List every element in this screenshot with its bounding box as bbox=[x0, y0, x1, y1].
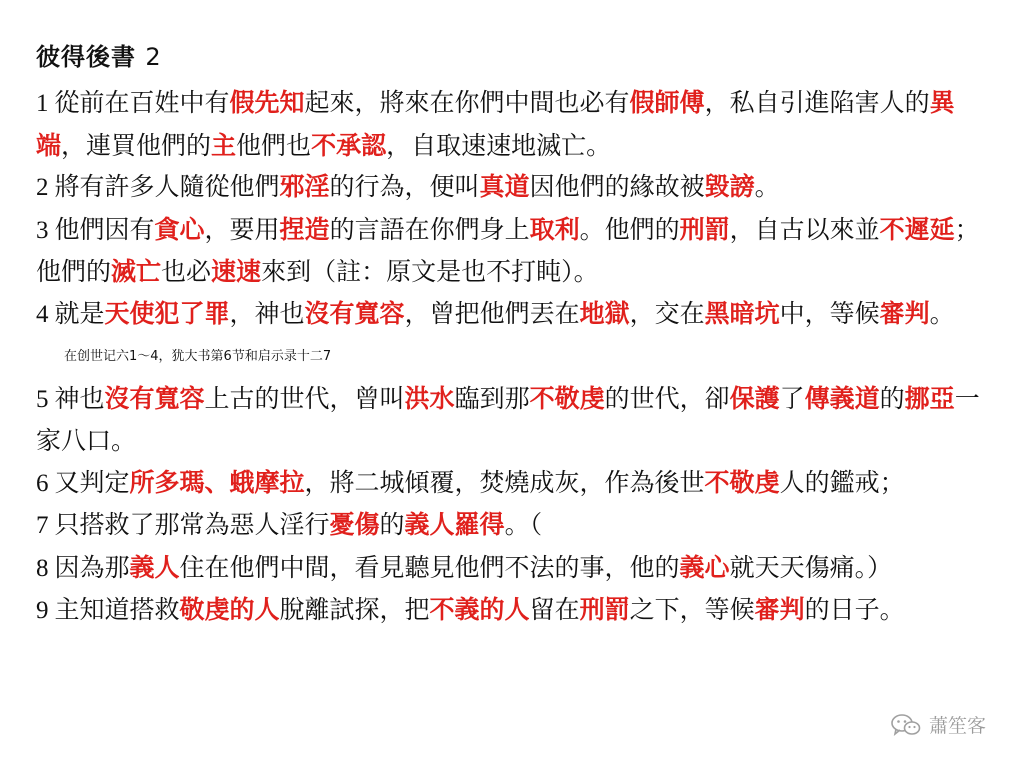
highlighted-term: 洪水 bbox=[404, 383, 455, 413]
highlighted-term: 保護 bbox=[729, 383, 780, 413]
verse-text: ，要用 bbox=[204, 214, 280, 244]
verse-text: ，自古以來並 bbox=[729, 214, 880, 244]
highlighted-term: 捏造 bbox=[279, 214, 330, 244]
verse-text: ，將二城傾覆，焚燒成灰，作為後世 bbox=[304, 467, 705, 497]
verse-3 bbox=[36, 209, 980, 293]
highlighted-term: 義人 bbox=[129, 552, 180, 582]
verse-number: 9 bbox=[36, 597, 49, 625]
highlighted-term: 審判 bbox=[754, 595, 805, 625]
verse-text: 留在 bbox=[529, 595, 580, 625]
verse-text: ，連買他們的 bbox=[61, 130, 212, 160]
verse-text: 起來，將來在你們中間也必有 bbox=[304, 88, 630, 117]
verse-text: 就天天傷痛。） bbox=[729, 552, 893, 582]
highlighted-term: 審判 bbox=[879, 298, 930, 328]
watermark-text: 蕭笙客 bbox=[928, 715, 986, 737]
verse-text: 臨到那 bbox=[454, 383, 530, 413]
highlighted-term: 義心 bbox=[679, 552, 730, 582]
verse-text: 脫離試探，把 bbox=[279, 595, 430, 625]
highlighted-term: 沒有寬容 bbox=[304, 298, 405, 328]
highlighted-term: 天使犯了罪 bbox=[104, 298, 230, 328]
verse-text: 來到（註：原文是也不打盹）。 bbox=[261, 257, 599, 286]
highlighted-term: 真道 bbox=[479, 172, 530, 201]
verse-text: 又判定 bbox=[54, 467, 130, 497]
verse-number: 3 bbox=[36, 216, 49, 244]
highlighted-term: 刑罰 bbox=[579, 595, 630, 625]
highlighted-term: 取利 bbox=[529, 214, 580, 244]
verse-text: 之下，等候 bbox=[629, 595, 755, 625]
highlighted-term: 速速 bbox=[211, 257, 262, 286]
verse-text: 了 bbox=[779, 383, 805, 413]
highlighted-term: 主 bbox=[211, 130, 237, 160]
verse-number: 2 bbox=[36, 174, 49, 201]
highlighted-term: 義人羅得 bbox=[404, 510, 505, 540]
title-text: 彼得後書 bbox=[36, 43, 136, 71]
verse-number: 7 bbox=[36, 512, 49, 540]
verse-2 bbox=[36, 166, 980, 209]
cross-reference-note: 在创世记六1～4，犹大书第6节和启示录十二7 bbox=[64, 349, 332, 365]
verse-text: 中，等候 bbox=[779, 298, 880, 328]
highlighted-term: 毀謗 bbox=[704, 172, 755, 201]
verse-text: 只搭救了那常為惡人淫行 bbox=[54, 510, 330, 540]
verse-text: 的 bbox=[379, 510, 405, 540]
highlighted-term: 不承認 bbox=[311, 130, 387, 160]
verse-text: ；他們的 bbox=[36, 214, 980, 286]
highlighted-term: 所多瑪、蛾摩拉 bbox=[129, 467, 305, 497]
verse-number: 8 bbox=[36, 554, 49, 582]
highlighted-term: 黑暗坑 bbox=[704, 298, 780, 328]
verse-text: 人的鑑戒； bbox=[779, 467, 905, 497]
highlighted-term: 地獄 bbox=[579, 298, 630, 328]
verse-7 bbox=[36, 504, 980, 547]
highlighted-term: 異端 bbox=[36, 88, 955, 160]
highlighted-term: 滅亡 bbox=[111, 257, 162, 286]
verse-text: 。（ bbox=[504, 510, 543, 540]
verse-text: 。他們的 bbox=[579, 214, 680, 244]
highlighted-term: 不義的人 bbox=[429, 595, 530, 625]
verse-text: 他們因有 bbox=[54, 214, 155, 244]
verse-8 bbox=[36, 547, 980, 590]
verse-text: 的行為，便叫 bbox=[329, 172, 480, 201]
highlighted-term: 不敬虔 bbox=[704, 467, 780, 497]
verse-text: 的日子。 bbox=[804, 595, 905, 625]
verse-text: 神也 bbox=[54, 383, 105, 413]
verse-text: 住在他們中間，看見聽見他們不法的事，他的 bbox=[179, 552, 680, 582]
verse-text: 他們也 bbox=[236, 130, 312, 160]
verse-text: ，神也 bbox=[229, 298, 305, 328]
verse-text: ，交在 bbox=[629, 298, 705, 328]
verse-5 bbox=[36, 378, 980, 462]
page-title bbox=[36, 36, 980, 78]
verse-1 bbox=[36, 82, 980, 166]
verse-text: 一家八口。 bbox=[36, 383, 980, 456]
verse-text: 也必 bbox=[161, 257, 212, 286]
verse-number: 4 bbox=[36, 300, 49, 328]
verse-text: 主知道搭救 bbox=[54, 595, 180, 625]
highlighted-term: 貪心 bbox=[154, 214, 205, 244]
verse-6 bbox=[36, 462, 980, 505]
verse-list bbox=[36, 82, 980, 632]
verse-number: 1 bbox=[36, 90, 49, 117]
highlighted-term: 傳義道 bbox=[804, 383, 880, 413]
verse-text: 的世代，卻 bbox=[604, 383, 730, 413]
verse-text: 因為那 bbox=[54, 552, 130, 582]
verse-text: 上古的世代，曾叫 bbox=[204, 383, 405, 413]
verse-9 bbox=[36, 589, 980, 632]
verse-text: 的言語在你們身上 bbox=[329, 214, 530, 244]
verse-number: 5 bbox=[36, 385, 49, 413]
verse-text: ，自取速速地滅亡。 bbox=[386, 130, 612, 160]
verse-text: 的 bbox=[879, 383, 905, 413]
highlighted-term: 不遲延 bbox=[879, 214, 955, 244]
highlighted-term: 假師傅 bbox=[629, 88, 705, 117]
verse-4 bbox=[36, 293, 980, 378]
verse-text: ，私自引進陷害人的 bbox=[704, 88, 930, 117]
verse-number: 6 bbox=[36, 469, 49, 497]
highlighted-term: 挪亞 bbox=[904, 383, 955, 413]
verse-text: 。 bbox=[754, 172, 780, 201]
verse-text: ，曾把他們丟在 bbox=[404, 298, 580, 328]
highlighted-term: 刑罰 bbox=[679, 214, 730, 244]
highlighted-term: 邪淫 bbox=[279, 172, 330, 201]
highlighted-term: 沒有寬容 bbox=[104, 383, 205, 413]
verse-text: 將有許多人隨從他們 bbox=[54, 172, 280, 201]
highlighted-term: 不敬虔 bbox=[529, 383, 605, 413]
highlighted-term: 憂傷 bbox=[329, 510, 380, 540]
verse-text: 。 bbox=[929, 298, 955, 328]
highlighted-term: 敬虔的人 bbox=[179, 595, 280, 625]
title-number: 2 bbox=[145, 43, 162, 71]
highlighted-term: 假先知 bbox=[229, 88, 305, 117]
wechat-icon bbox=[891, 713, 921, 737]
verse-text: 從前在百姓中有 bbox=[54, 88, 230, 117]
verse-text: 就是 bbox=[54, 298, 105, 328]
verse-text: 因他們的緣故被 bbox=[529, 172, 705, 201]
watermark bbox=[891, 711, 986, 738]
